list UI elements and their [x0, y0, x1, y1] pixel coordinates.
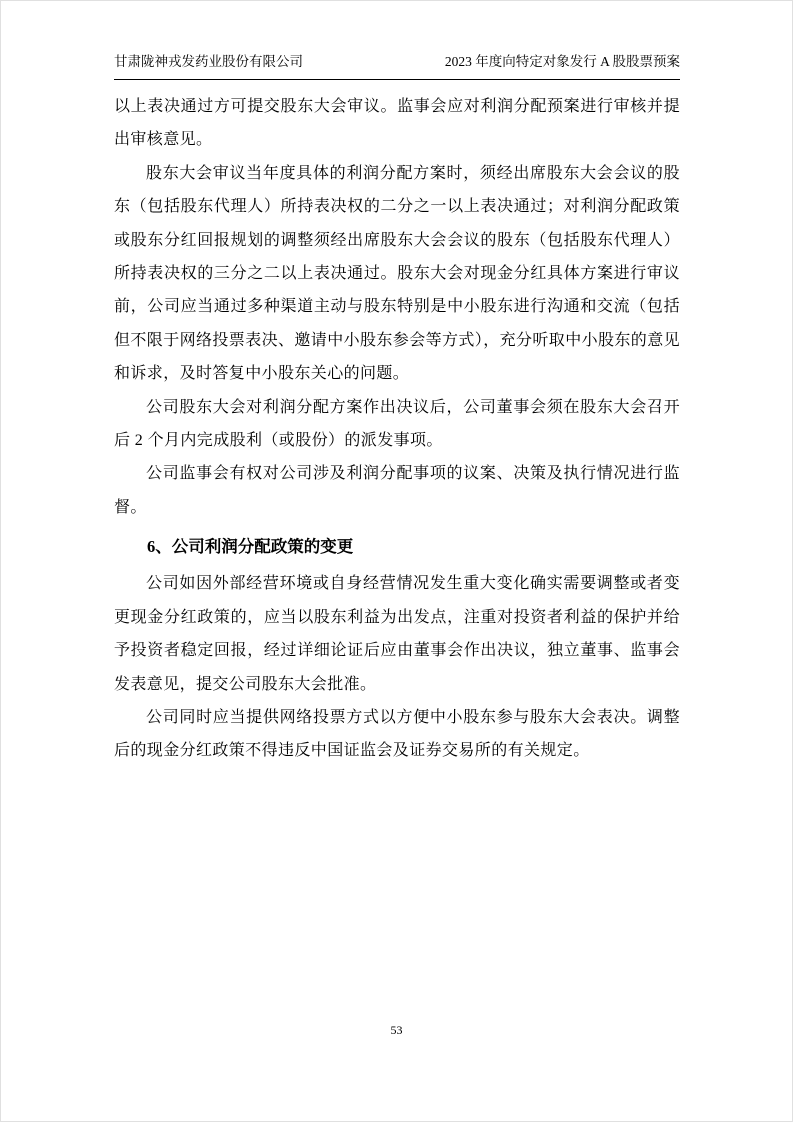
paragraph-policy-change-conditions: 公司如因外部经营环境或自身经营情况发生重大变化确实需要调整或者变更现金分红政策的，应当以股东利益为出发点，注重对投资者利益的保护并给予投资者稳定回报，经过详细论证后应由董事会作出决议，独立董事、监事会发表意见，提交公司股东大会批准。 [114, 575, 680, 693]
page-footer [1, 1022, 792, 1038]
header-company-name: 甘肃陇神戎发药业股份有限公司 [114, 54, 303, 69]
paragraph-supervisory-board-oversight: 公司监事会有权对公司涉及利润分配事项的议案、决策及执行情况进行监督。 [114, 465, 680, 516]
paragraph-online-voting-requirement: 公司同时应当提供网络投票方式以方便中小股东参与股东大会表决。调整后的现金分红政策不得违反中国证监会及证券交易所的有关规定。 [114, 708, 680, 760]
document-body [114, 90, 680, 768]
header-document-title: 2023 年度向特定对象发行 A 股股票预案 [444, 54, 680, 69]
page-header [114, 53, 680, 80]
paragraph-continuation: 以上表决通过方可提交股东大会审议。监事会应对利润分配预案进行审核并提出审核意见。 [114, 98, 680, 149]
page-number: 53 [390, 1023, 403, 1037]
section-heading-profit-distribution-policy-change: 6、公司利润分配政策的变更 [147, 537, 354, 557]
paragraph-shareholder-meeting-review: 股东大会审议当年度具体的利润分配方案时，须经出席股东大会会议的股东（包括股东代理人）所持表决权的二分之一以上表决通过；对利润分配政策或股东分红回报规划的调整须经出席股东大会会议的股东（包括股东代理人）所持表决权的三分之二以上表决通过。股东大会对现金分红具体方案进行审议前，公司应当通过多种渠道主动与股东特别是中小股东进行沟通和交流（包括但不限于网络投票表决、邀请中小股东参会等方式），充分听取中小股东的意见和诉求，及时答复中小股东关心的问题。 [114, 164, 681, 383]
paragraph-dividend-payout-deadline: 公司股东大会对利润分配方案作出决议后，公司董事会须在股东大会召开后 2 个月内完成股利（或股份）的派发事项。 [114, 398, 680, 450]
